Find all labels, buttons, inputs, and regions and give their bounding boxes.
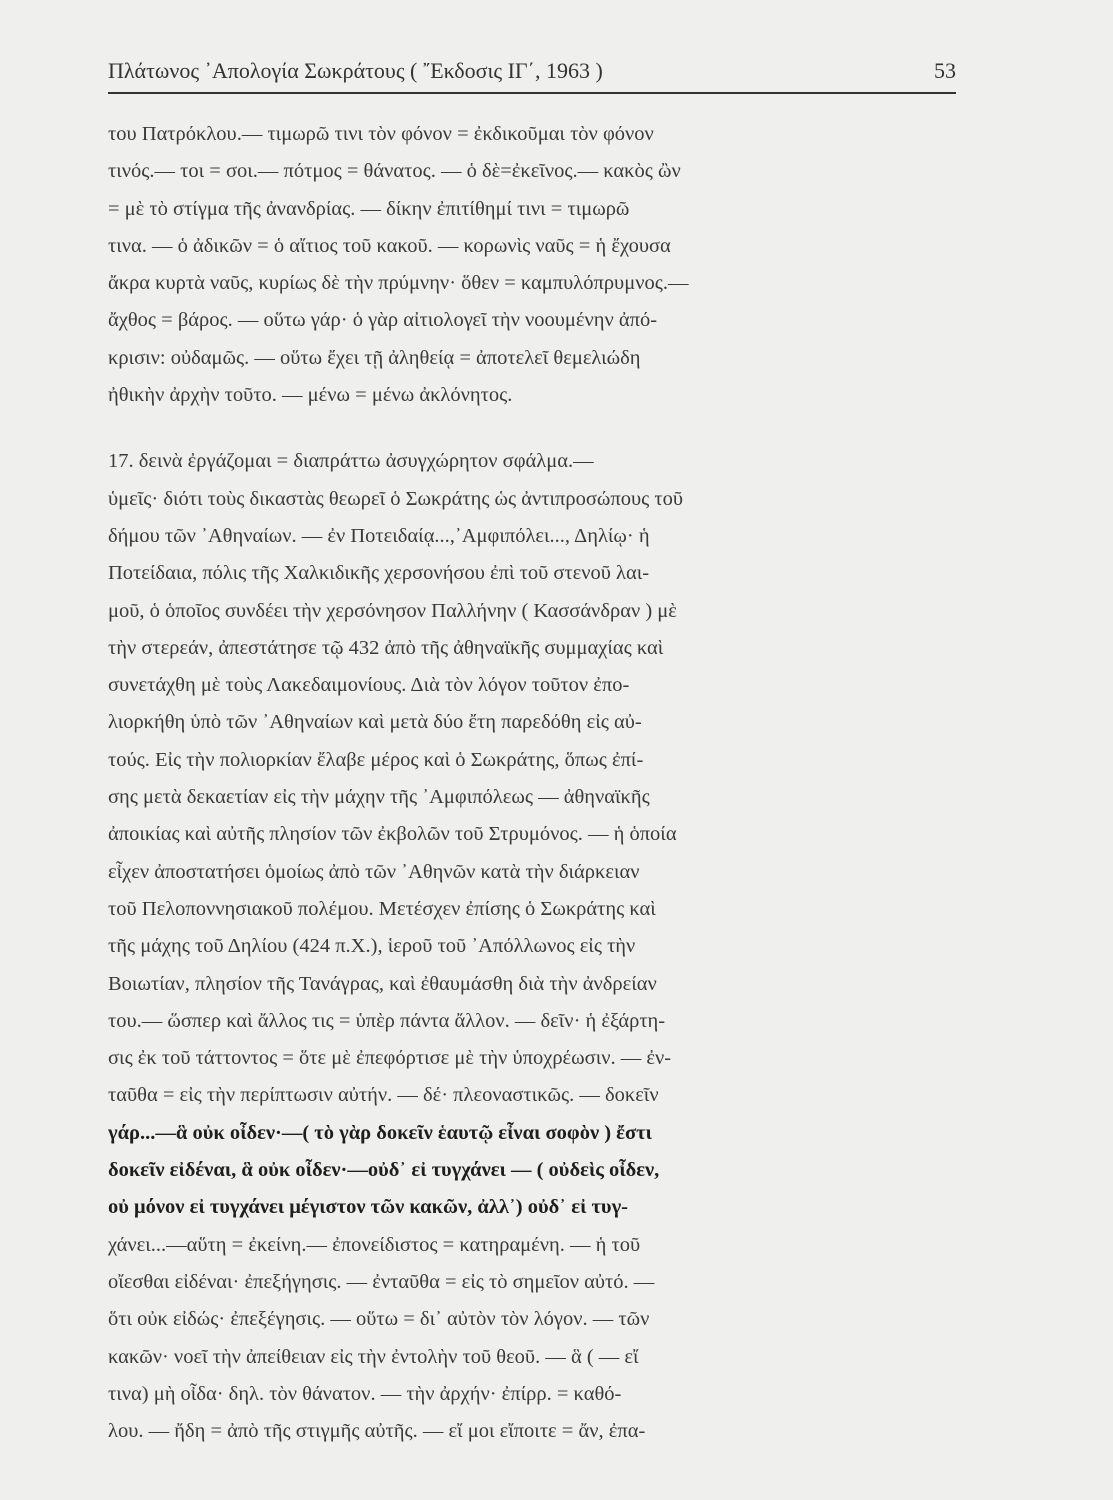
section-gap [108, 414, 956, 443]
text-line: σις ἐκ τοῦ τάττοντος = ὅτε μὲ ἐπεφόρτισε μὲ τὴν ὑποχρέωσιν. — ἐν- [108, 1047, 672, 1070]
text-line: λιορκήθη ὑπὸ τῶν ᾿Αθηναίων καὶ μετὰ δύο ἔτη παρεδόθη εἰς αὐ- [108, 711, 642, 734]
text-line: τινός.— τοι = σοι.— πότμος = θάνατος. — ὁ δὲ=ἐκεῖνος.— κακὸς ὢν [108, 160, 681, 183]
text-line: μοῦ, ὁ ὁποῖος συνδέει τὴν χερσόνησον Παλλήνην ( Κασσάνδραν ) μὲ [108, 599, 677, 622]
text-line: δοκεῖν εἰδέναι, ἃ οὐκ οἶδεν·—οὐδ᾿ εἰ τυγχάνει — ( οὐδεὶς οἶδεν, [108, 1159, 660, 1182]
text-line: του Πατρόκλου.— τιμωρῶ τινι τὸν φόνον = ἐκδικοῦμαι τὸν φόνον [108, 123, 654, 145]
text-line: εἶχεν ἀποστατήσει ὁμοίως ἀπὸ τῶν ᾿Αθηνῶν κατὰ τὴν διάρκειαν [108, 860, 640, 883]
text-line: του.— ὥσπερ καὶ ἄλλος τις = ὑπὲρ πάντα ἄλλον. — δεῖν· ἡ ἐξάρτη- [108, 1009, 666, 1032]
text-line: ἀποικίας καὶ αὐτῆς πλησίον τῶν ἐκβολῶν τοῦ Στρυμόνος. — ἡ ὁποία [108, 823, 677, 846]
text-line: τούς. Εἰς τὴν πολιορκίαν ἔλαβε μέρος καὶ ὁ Σωκράτης, ὅπως ἐπί- [108, 748, 644, 771]
header-rule [108, 92, 956, 94]
text-line: τοῦ Πελοποννησιακοῦ πολέμου. Μετέσχεν ἐπίσης ὁ Σωκράτης καὶ [108, 897, 656, 920]
text-line: οὐ μόνον εἰ τυγχάνει μέγιστον τῶν κακῶν, ἀλλ᾿) οὐδ᾿ εἰ τυγ- [108, 1196, 628, 1219]
text-line: γάρ...—ἃ οὐκ οἶδεν·—( τὸ γὰρ δοκεῖν ἑαυτῷ εἶναι σοφὸν ) ἔστι [108, 1121, 652, 1144]
text-line: ἠθικὴν ἀρχὴν τοῦτο. — μένω = μένω ἀκλόνητος. [108, 384, 513, 407]
text-line: τῆς μάχης τοῦ Δηλίου (424 π.Χ.), ἱεροῦ τοῦ ᾿Απόλλωνος εἰς τὴν [108, 935, 636, 958]
text-line: ταῦθα = εἰς τὴν περίπτωσιν αὐτήν. — δέ· πλεοναστικῶς. — δοκεῖν [108, 1084, 659, 1107]
running-header [108, 58, 956, 84]
text-line: = μὲ τὸ στίγμα τῆς ἀνανδρίας. — δίκην ἐπιτίθημί τινι = τιμωρῶ [108, 197, 630, 220]
text-line: χάνει...—αὕτη = ἐκείνη.— ἐπονείδιστος = κατηραμένη. — ἡ τοῦ [108, 1233, 641, 1256]
text-line: Βοιωτίαν, πλησίον τῆς Τανάγρας, καὶ ἐθαυμάσθη διὰ τὴν ἀνδρείαν [108, 972, 657, 995]
text-line: οἴεσθαι εἰδέναι· ἐπεξήγησις. — ἐνταῦθα = εἰς τὸ σημεῖον αὐτό. — [108, 1270, 655, 1293]
text-line: τὴν στερεάν, ἀπεστάτησε τῷ 432 ἀπὸ τῆς ἀθηναϊκῆς συμμαχίας καὶ [108, 636, 664, 659]
page-number: 53 [934, 58, 956, 83]
text-line: τινα) μὴ οἶδα· δηλ. τὸν θάνατον. — τὴν ἀρχήν· ἐπίρρ. = καθό- [108, 1382, 622, 1405]
text-line: τινα. — ὁ ἀδικῶν = ὁ αἴτιος τοῦ κακοῦ. — κορωνὶς ναῦς = ἡ ἔχουσα [108, 234, 671, 257]
text-line: σης μετὰ δεκαετίαν εἰς τὴν μάχην τῆς ᾿Αμφιπόλεως — ἀθηναϊκῆς [108, 786, 650, 809]
text-line: δήμου τῶν ᾿Αθηναίων. — ἐν Ποτειδαίᾳ...,᾿Αμφιπόλει..., Δηλίῳ· ἡ [108, 524, 650, 547]
section-17-start: 17. δεινὰ ἐργάζομαι = διαπράττω ἀσυγχώρητον σφάλμα.— [108, 450, 594, 473]
text-line: συνετάχθη μὲ τοὺς Λακεδαιμονίους. Διὰ τὸν λόγον τοῦτον ἐπο- [108, 674, 630, 697]
text-line: κρισιν: οὐδαμῶς. — οὕτω ἔχει τῇ ἀληθείᾳ = ἀποτελεῖ θεμελιώδη [108, 346, 641, 369]
text-line: Ποτείδαια, πόλις τῆς Χαλκιδικῆς χερσονήσου ἐπὶ τοῦ στενοῦ λαι- [108, 562, 650, 585]
text-line: ὅτι οὐκ εἰδώς· ἐπεξέγησις. — οὕτω = δι᾿ αὐτὸν τὸν λόγον. — τῶν [108, 1308, 650, 1331]
header-title: Πλάτωνος ᾿Απολογία Σωκράτους ( ῎Εκδοσις ΙΓ΄, 1963 ) [108, 58, 603, 83]
text-line: ἄκρα κυρτὰ ναῦς, κυρίως δὲ τὴν πρύμνην· ὅθεν = καμπυλόπρυμνος.— [108, 272, 689, 295]
text-line: λου. — ἤδη = ἀπὸ τῆς στιγμῆς αὐτῆς. — εἴ μοι εἴποιτε = ἄν, ἐπα- [108, 1420, 646, 1443]
text-line: ἄχθος = βάρος. — οὕτω γάρ· ὁ γὰρ αἰτιολογεῖ τὴν νοουμένην ἀπό- [108, 309, 658, 332]
text-line: κακῶν· νοεῖ τὴν ἀπείθειαν εἰς τὴν ἐντολὴν τοῦ θεοῦ. — ἃ ( — εἴ [108, 1345, 639, 1368]
commentary-text [108, 116, 956, 1450]
text-line: ὑμεῖς· διότι τοὺς δικαστὰς θεωρεῖ ὁ Σωκράτης ὡς ἀντιπροσώπους τοῦ [108, 487, 684, 510]
